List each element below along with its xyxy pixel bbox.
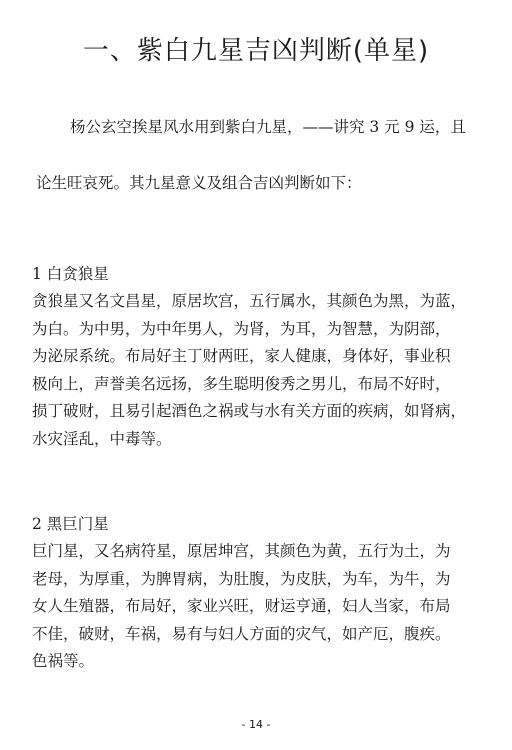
- body-line: 不佳，破财，车祸，易有与妇人方面的灾气，如产厄，腹疾。: [32, 624, 451, 643]
- section-heading-2: 2 黑巨门星: [32, 515, 109, 533]
- page-number: - 14 -: [241, 718, 271, 731]
- intro-line-1: 杨公玄空挨星风水用到紫白九星，——讲究 3 元 9 运，且: [70, 118, 466, 136]
- body-line: 损丁破财，且易引起酒色之祸或与水有关方面的疾病，如肾病，: [32, 402, 467, 421]
- body-line: 水灾淫乱，中毒等。: [32, 429, 172, 448]
- section-body-1: [32, 288, 487, 454]
- body-line: 贪狼星又名文昌星，原居坎宫，五行属水，其颜色为黑，为蓝，: [32, 292, 467, 310]
- body-line: 色祸等。: [32, 652, 95, 671]
- body-line: 巨门星，又名病符星，原居坤宫，其颜色为黄，五行为土，为: [32, 542, 451, 560]
- section-body-2: [32, 538, 487, 676]
- section-heading-1: 1 白贪狼星: [32, 265, 109, 283]
- body-line: 为泌尿系统。布局好主丁财两旺，家人健康，身体好，事业积: [32, 347, 451, 366]
- body-line: 为白。为中男，为中年男人，为肾，为耳，为智慧，为阴部，: [32, 319, 451, 338]
- body-line: 女人生殖器，布局好，家业兴旺，财运亨通，妇人当家，布局: [32, 597, 451, 616]
- body-line: 极向上，声誉美名远扬，多生聪明俊秀之男儿，布局不好时，: [32, 374, 451, 393]
- body-line: 老母，为厚重，为脾胃病，为肚腹，为皮肤，为车，为牛，为: [32, 569, 451, 588]
- intro-line-2: 论生旺哀死。其九星意义及组合吉凶判断如下：: [36, 174, 362, 192]
- page-title: 一、紫白九星吉凶判断(单星): [82, 36, 430, 66]
